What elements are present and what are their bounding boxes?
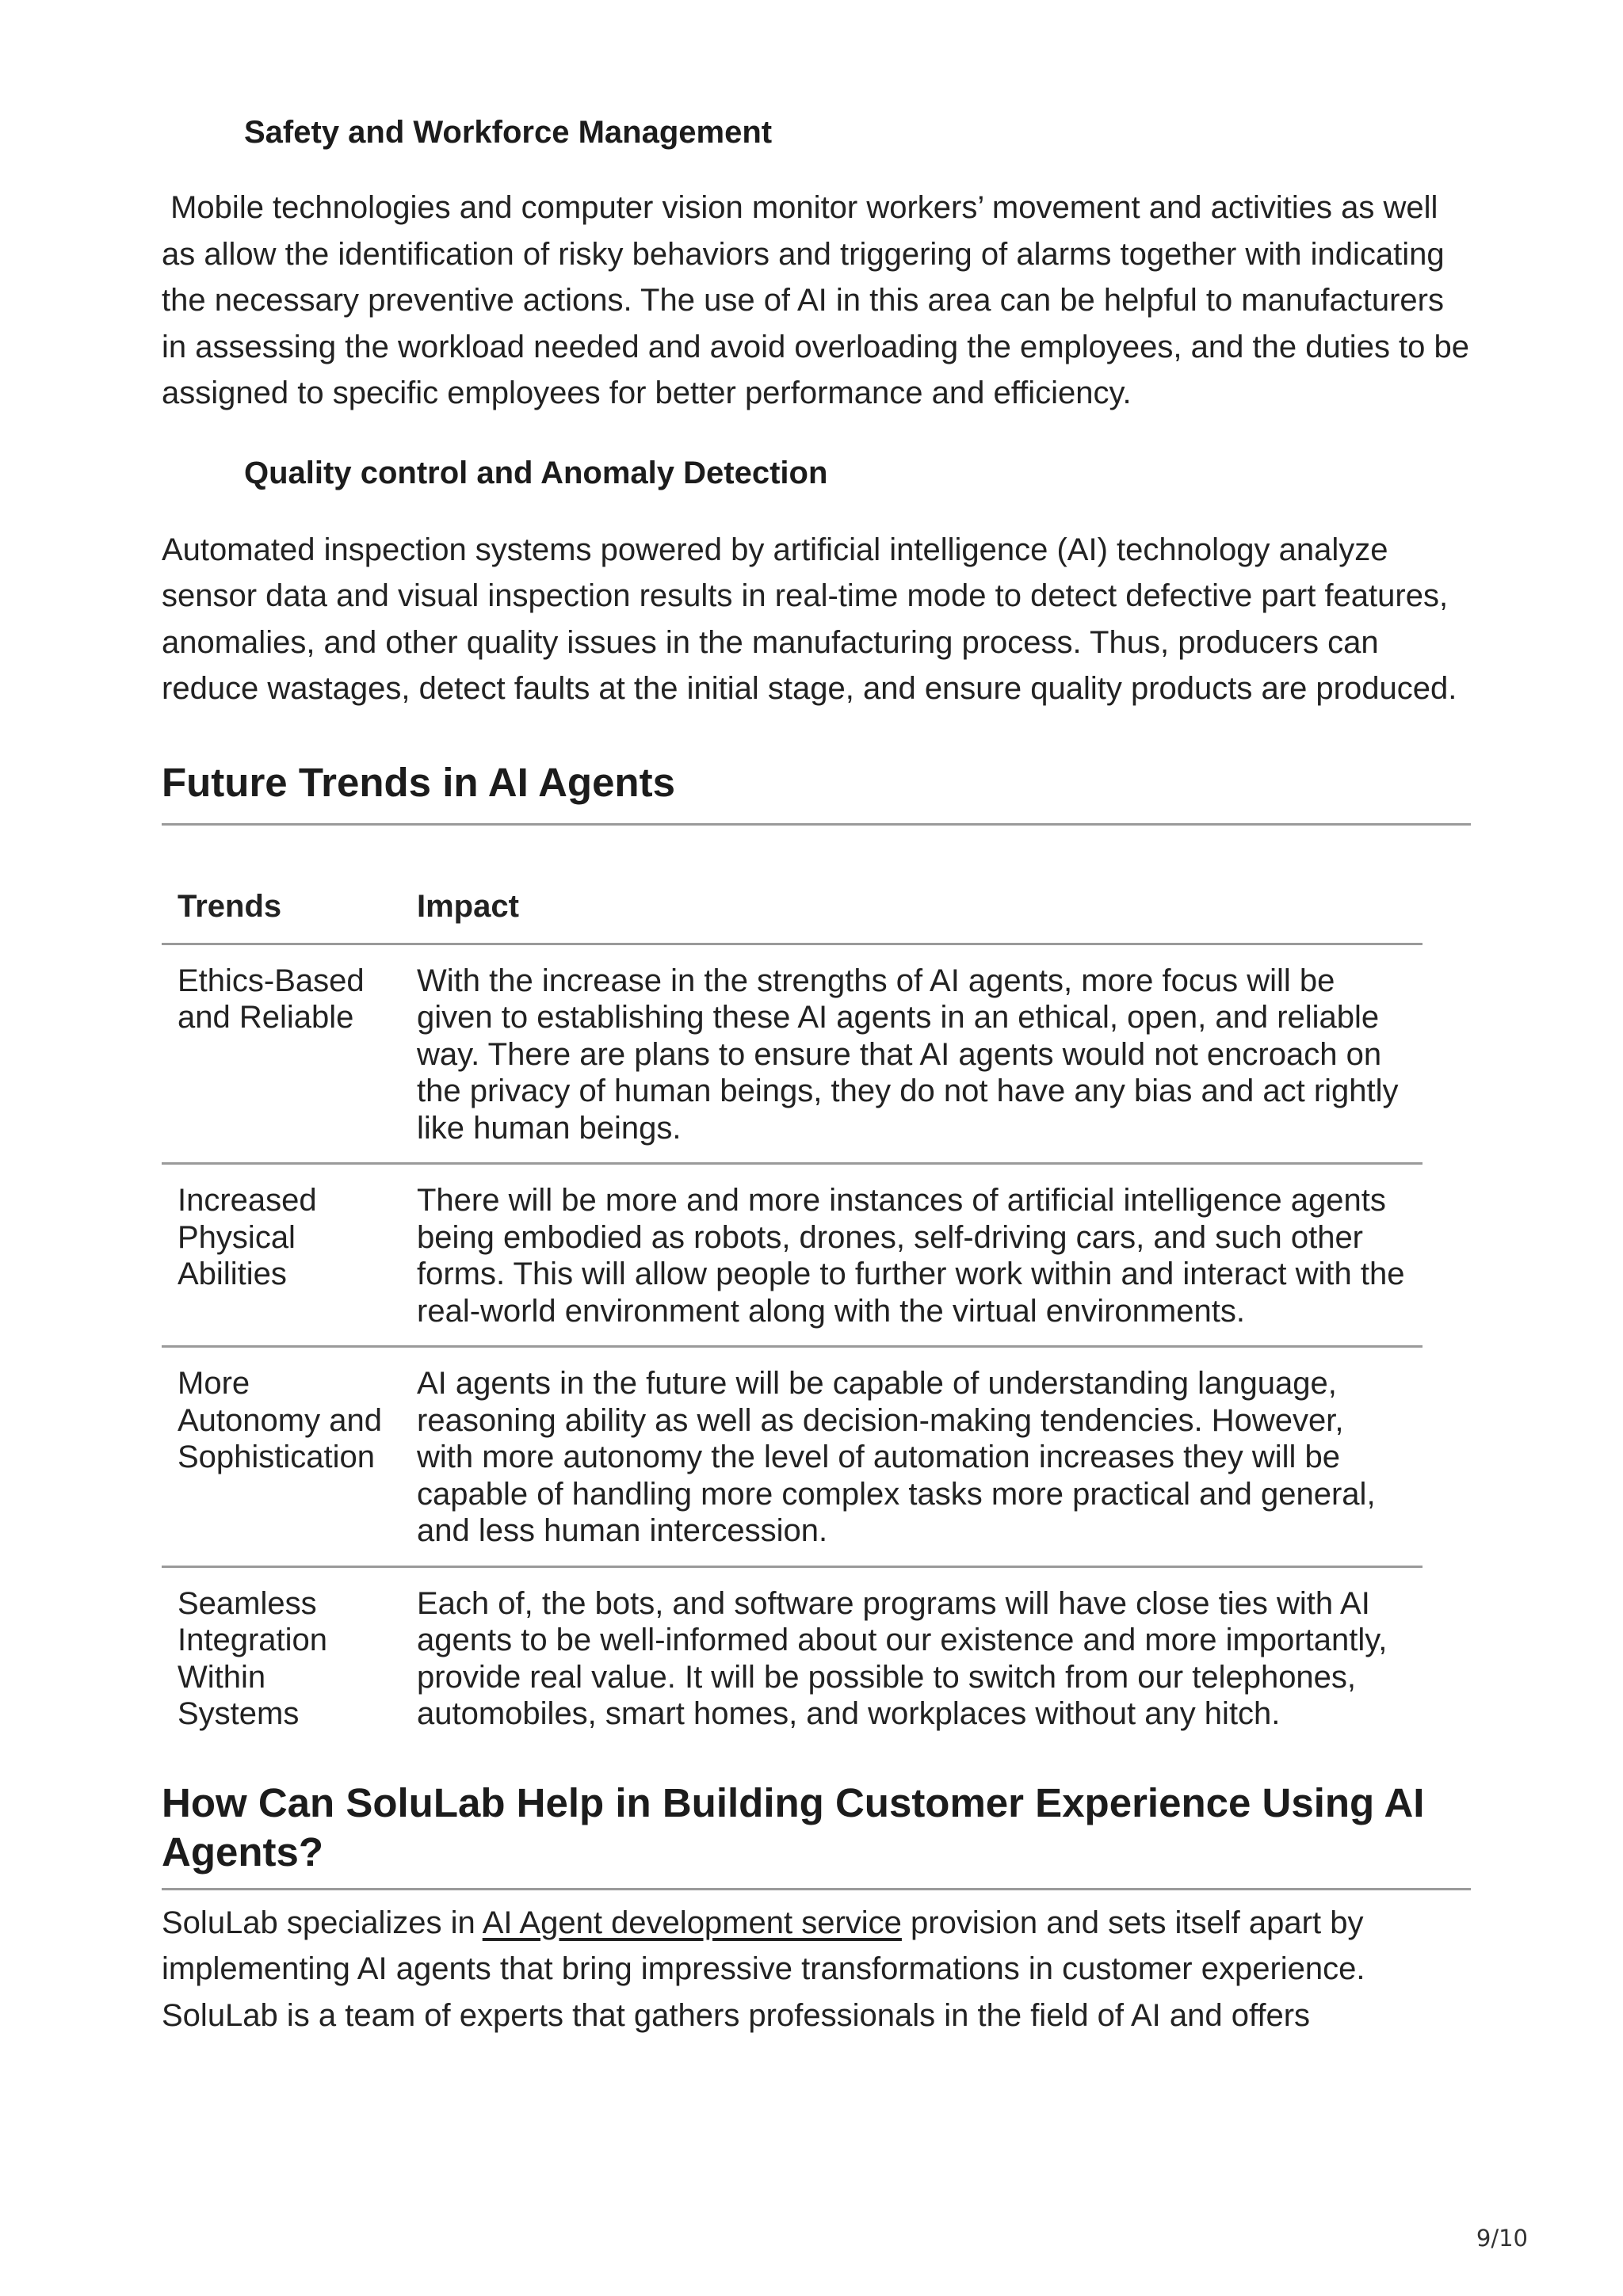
paragraph-solulab	[162, 1900, 1471, 2039]
paragraph-text: SoluLab specializes in	[162, 1905, 483, 1940]
paragraph-text: provision and sets itself apart by implementing AI agents that bring impressive transformations in customer experience. SoluLab is a team of experts that gathers professionals in the field of AI and offers	[162, 1905, 1365, 2033]
section-heading-quality: Quality control and Anomaly Detection	[244, 455, 828, 490]
trend-cell: More Autonomy and Sophistication	[162, 1347, 401, 1567]
table-row	[162, 1347, 1423, 1567]
table-row	[162, 1566, 1423, 1749]
impact-cell: AI agents in the future will be capable of understanding language, reasoning ability as well as decision-making tendencies. However, with more autonomy the level of automation increases they will be capable of handling more complex tasks more practical and general, and less human intercession.	[401, 1347, 1423, 1567]
trend-cell: Seamless Integration Within Systems	[178, 1585, 328, 1731]
table-header-row	[162, 870, 1423, 944]
ai-agent-development-link[interactable]: AI Agent development service	[482, 1905, 902, 1940]
document-page	[162, 0, 1471, 2039]
section-heading-safety: Safety and Workforce Management	[244, 115, 773, 150]
impact-cell: Each of, the bots, and software programs will have close ties with AI agents to be well-informed about our existence and more importantly, provide real value. It will be possible to switch from our telephones, automobiles, smart homes, and workplaces without any hitch.	[417, 1585, 1388, 1731]
trend-cell: Increased Physical Abilities	[162, 1164, 401, 1347]
heading-solulab: How Can SoluLab Help in Building Customer Experience Using AI Agents?	[162, 1779, 1425, 1875]
paragraph-safety: Mobile technologies and computer vision monitor workers’ movement and activities as well as allow the identification of risky behaviors and triggering of alarms together with indicating the necessary preventive actions. The use of AI in this area can be helpful to manufacturers in assessing the workload needed and avoid overloading the employees, and the duties to be assigned to specific employees for better performance and efficiency.	[162, 190, 1470, 410]
column-header-impact: Impact	[401, 870, 1423, 944]
column-header-trends: Trends	[162, 870, 401, 944]
table-row	[162, 944, 1423, 1164]
impact-cell: With the increase in the strengths of AI agents, more focus will be given to establishing these AI agents in an ethical, open, and reliable way. There are plans to ensure that AI agents would not encroach on the privacy of human beings, they do not have any bias and act rightly like human beings.	[401, 944, 1423, 1164]
table-row	[162, 1164, 1423, 1347]
impact-cell: There will be more and more instances of artificial intelligence agents being embodied as robots, drones, self-driving cars, and such other forms. This will allow people to further work within and interact with the real-world environment along with the virtual environments.	[401, 1164, 1423, 1347]
heading-future-trends: Future Trends in AI Agents	[162, 759, 675, 805]
trends-table	[162, 870, 1423, 1749]
paragraph-quality: Automated inspection systems powered by artificial intelligence (AI) technology analyze sensor data and visual inspection results in real-time mode to detect defective part features, anomalies, and other quality issues in the manufacturing process. Thus, producers can reduce wastages, detect faults at the initial stage, and ensure quality products are produced.	[162, 532, 1457, 706]
page-number: 9/10	[1476, 2225, 1528, 2252]
trend-cell: Ethics-Based and Reliable	[162, 944, 401, 1164]
